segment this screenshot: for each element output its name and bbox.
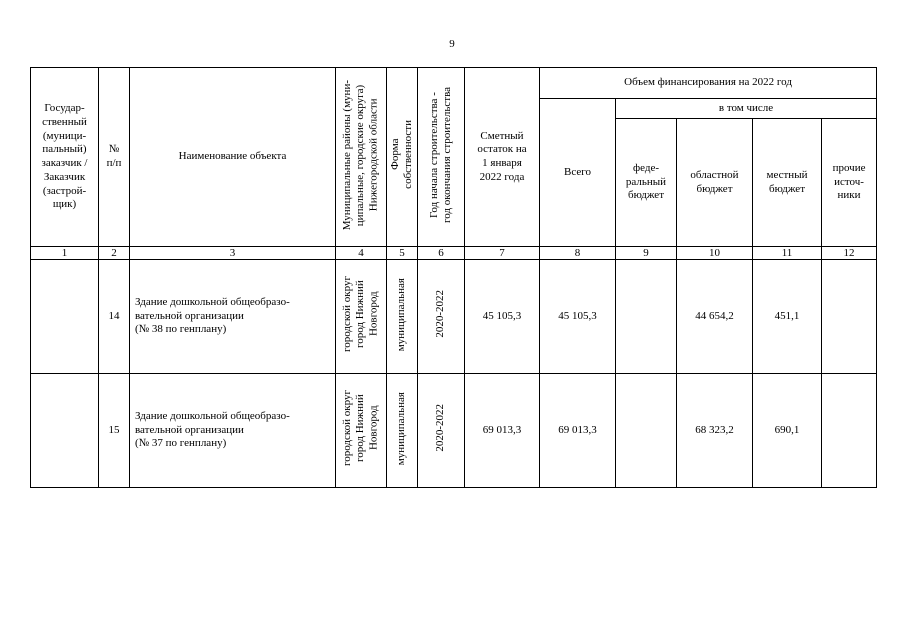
cell-federal xyxy=(616,374,677,488)
header-funding xyxy=(540,68,877,99)
cell-ownership-text: муниципальная xyxy=(395,277,408,351)
cell-object-name xyxy=(130,260,336,374)
cell-ownership xyxy=(387,260,418,374)
cell-municipality-text: городской округ город Нижний Новгород xyxy=(341,276,380,353)
cell-other xyxy=(822,374,877,488)
header-estimate-label: Сметный остаток на 1 января 2022 года xyxy=(477,129,527,183)
cell-years-text: 2020-2022 xyxy=(434,290,447,338)
header-num xyxy=(99,68,130,247)
header-including xyxy=(616,99,877,119)
cell-estimate: 45 105,3 xyxy=(465,260,540,374)
header-other-label: прочие источ- ники xyxy=(832,161,866,202)
cell-ownership xyxy=(387,374,418,488)
header-estimate xyxy=(465,68,540,247)
cell-years xyxy=(418,260,465,374)
column-number: 11 xyxy=(753,247,822,260)
header-funding-label: Объем финансирования на 2022 год xyxy=(624,76,792,89)
column-number: 2 xyxy=(99,247,130,260)
header-regional xyxy=(677,119,753,247)
header-ownership-label: Форма собственности xyxy=(388,120,414,190)
header-num-label: № п/п xyxy=(106,143,122,169)
header-municipality xyxy=(336,68,387,247)
cell-customer xyxy=(31,374,99,488)
column-number: 10 xyxy=(677,247,753,260)
column-number-row xyxy=(31,247,877,260)
cell-object-name xyxy=(130,374,336,488)
header-including-label: в том числе xyxy=(718,101,774,114)
page-number: 9 xyxy=(449,38,455,50)
header-customer-label: Государ- ственный (муници- пальный) заказчик / Заказчик (застрой- щик) xyxy=(41,102,88,211)
cell-years-text: 2020-2022 xyxy=(434,404,447,452)
column-number: 6 xyxy=(418,247,465,260)
header-object-name-label: Наименование объекта xyxy=(178,150,287,163)
cell-years xyxy=(418,374,465,488)
header-regional-label: областной бюджет xyxy=(690,168,739,195)
column-number: 8 xyxy=(540,247,616,260)
header-federal-label: феде- ральный бюджет xyxy=(625,161,667,202)
cell-other xyxy=(822,260,877,374)
header-municipality-label: Муниципальные районы (муни- ципальные, городские округа) Нижегородской области xyxy=(341,79,380,230)
cell-municipality-text: городской округ город Нижний Новгород xyxy=(341,390,380,467)
financing-table xyxy=(30,67,877,488)
header-other xyxy=(822,119,877,247)
header-total-label: Всего xyxy=(564,165,591,178)
cell-local: 690,1 xyxy=(753,374,822,488)
cell-num: 14 xyxy=(99,260,130,374)
cell-regional: 68 323,2 xyxy=(677,374,753,488)
header-local xyxy=(753,119,822,247)
column-number: 3 xyxy=(130,247,336,260)
cell-total: 45 105,3 xyxy=(540,260,616,374)
cell-num: 15 xyxy=(99,374,130,488)
column-number: 1 xyxy=(31,247,99,260)
column-number: 12 xyxy=(822,247,877,260)
header-ownership xyxy=(387,68,418,247)
header-customer xyxy=(31,68,99,247)
column-number: 4 xyxy=(336,247,387,260)
header-local-label: местный бюджет xyxy=(766,168,808,195)
header-years-label: Год начала строительства - год окончания строительства xyxy=(427,86,453,223)
cell-municipality xyxy=(336,374,387,488)
header-federal xyxy=(616,119,677,247)
cell-federal xyxy=(616,260,677,374)
table-row xyxy=(31,260,877,374)
header-years xyxy=(418,68,465,247)
table-row xyxy=(31,374,877,488)
column-number: 7 xyxy=(465,247,540,260)
header-object-name xyxy=(130,68,336,247)
cell-object-name-text: Здание дошкольной общеобразо- вательной организации (№ 38 по генплану) xyxy=(135,295,290,336)
cell-ownership-text: муниципальная xyxy=(395,391,408,465)
cell-regional: 44 654,2 xyxy=(677,260,753,374)
cell-customer xyxy=(31,260,99,374)
cell-estimate: 69 013,3 xyxy=(465,374,540,488)
cell-local: 451,1 xyxy=(753,260,822,374)
column-number: 9 xyxy=(616,247,677,260)
column-number: 5 xyxy=(387,247,418,260)
cell-object-name-text: Здание дошкольной общеобразо- вательной организации (№ 37 по генплану) xyxy=(135,409,290,450)
header-total xyxy=(540,99,616,247)
cell-total: 69 013,3 xyxy=(540,374,616,488)
cell-municipality xyxy=(336,260,387,374)
